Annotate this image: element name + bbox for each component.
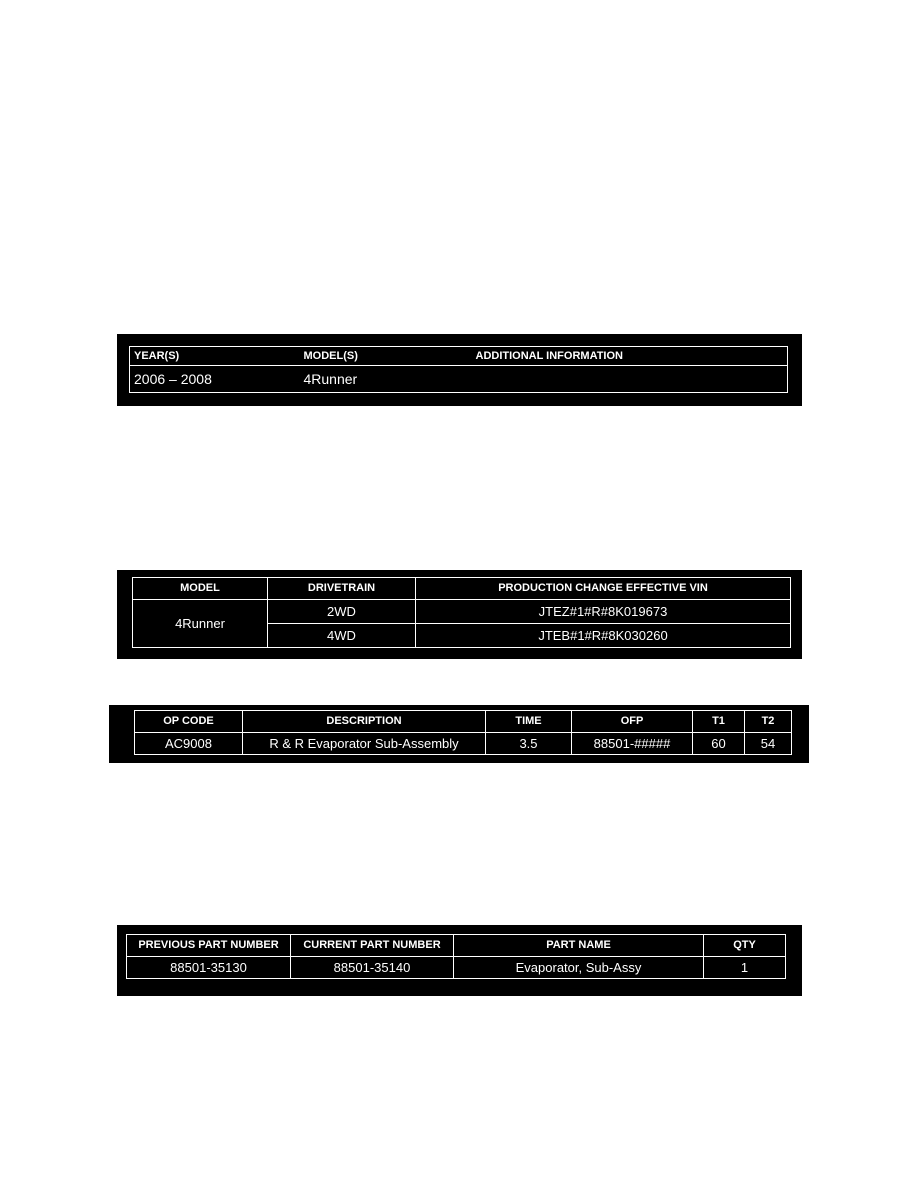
cell-drivetrain: 2WD: [268, 600, 416, 624]
cell-ofp: 88501-#####: [572, 733, 693, 755]
table-header-row: [133, 578, 791, 600]
table-row: [130, 366, 788, 393]
header-current-part-number: CURRENT PART NUMBER: [291, 935, 454, 957]
header-models: MODEL(S): [303, 349, 358, 362]
cell-years: 2006 – 2008: [134, 371, 212, 387]
header-t1: T1: [693, 711, 745, 733]
table-header-row: [135, 711, 792, 733]
op-code-panel: [109, 705, 809, 763]
cell-current-part-number: 88501-35140: [291, 957, 454, 979]
parts-table: [126, 934, 786, 979]
cell-time: 3.5: [486, 733, 572, 755]
op-code-table: [134, 710, 792, 755]
applicability-table: [129, 346, 788, 393]
cell-model: 4Runner: [133, 600, 268, 648]
parts-panel: [117, 925, 802, 996]
header-description: DESCRIPTION: [243, 711, 486, 733]
cell-drivetrain: 4WD: [268, 624, 416, 648]
cell-qty: 1: [704, 957, 786, 979]
table-row: [127, 957, 786, 979]
header-part-name: PART NAME: [454, 935, 704, 957]
header-time: TIME: [486, 711, 572, 733]
header-previous-part-number: PREVIOUS PART NUMBER: [127, 935, 291, 957]
cell-t1: 60: [693, 733, 745, 755]
table-header-row: [130, 347, 788, 366]
header-effective-vin: PRODUCTION CHANGE EFFECTIVE VIN: [416, 578, 791, 600]
cell-model: 4Runner: [303, 371, 358, 387]
header-years: YEAR(S): [134, 349, 180, 362]
applicability-panel: [117, 334, 802, 406]
cell-description: R & R Evaporator Sub-Assembly: [243, 733, 486, 755]
header-qty: QTY: [704, 935, 786, 957]
cell-t2: 54: [745, 733, 792, 755]
cell-part-name: Evaporator, Sub-Assy: [454, 957, 704, 979]
cell-previous-part-number: 88501-35130: [127, 957, 291, 979]
table-row: [135, 733, 792, 755]
header-t2: T2: [745, 711, 792, 733]
cell-op-code: AC9008: [135, 733, 243, 755]
header-op-code: OP CODE: [135, 711, 243, 733]
table-row: [133, 600, 791, 624]
header-ofp: OFP: [572, 711, 693, 733]
header-model: MODEL: [133, 578, 268, 600]
cell-vin: JTEZ#1#R#8K019673: [416, 600, 791, 624]
header-drivetrain: DRIVETRAIN: [268, 578, 416, 600]
cell-info: [472, 366, 788, 393]
cell-vin: JTEB#1#R#8K030260: [416, 624, 791, 648]
production-change-panel: [117, 570, 802, 659]
header-additional-info: ADDITIONAL INFORMATION: [475, 349, 623, 362]
table-header-row: [127, 935, 786, 957]
production-change-table: [132, 577, 791, 648]
